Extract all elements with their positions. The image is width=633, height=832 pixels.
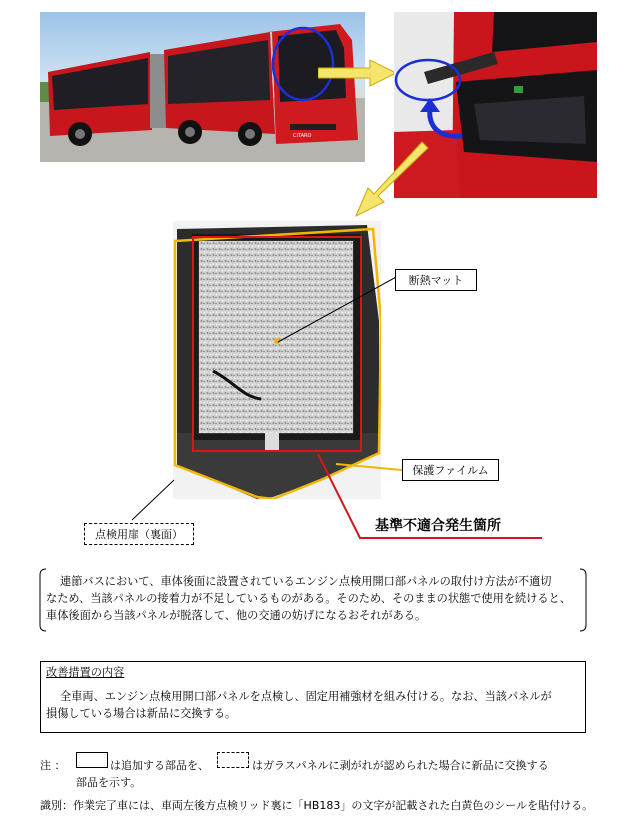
solid-legend-box	[76, 752, 108, 768]
leader-line-door	[128, 478, 178, 522]
dashed-legend-box	[217, 752, 249, 768]
insulation-mat-label: 断熱マット	[395, 269, 477, 291]
note-prefix: 注 ：	[40, 759, 66, 772]
remedy-title: 改善措置の内容	[46, 666, 125, 679]
description-line-2: なため、当該パネルの接着力が不足しているものがある。そのため、そのままの状態で使用を続けると、	[46, 592, 571, 605]
nonconformity-label: 基準不適合発生箇所	[375, 518, 501, 534]
arrow-right-icon	[318, 58, 398, 88]
bus-brand-text: CITARO	[293, 133, 312, 139]
identification-text: 識別：作業完了車には、車両左後方点検リッド裏に「HB183」の文字が記載された白黄色のシールを貼付ける。	[40, 799, 594, 812]
curved-arrow-icon	[418, 98, 468, 142]
remedy-line-1: 全車両、エンジン点検用開口部パネルを点検し、固定用補強材を組み付ける。なお、当該パネルが	[60, 690, 552, 703]
arrow-down-left-icon	[352, 138, 432, 220]
remedy-line-2: 損傷している場合は新品に交換する。	[46, 707, 237, 720]
protection-film-label: 保護ファイルム	[402, 459, 499, 481]
inspection-door-label: 点検用扉（裏面）	[84, 523, 194, 545]
description-line-1: 連節バスにおいて、車体後面に設置されているエンジン点検用開口部パネルの取付け方法が不適切	[60, 575, 552, 588]
note-text-a: は追加する部品を、	[110, 759, 209, 772]
note-line-2: 部品を示す。	[76, 776, 142, 789]
note-text-b: はガラスパネルに剥がれが認められた場合に新品に交換する	[252, 759, 549, 772]
description-line-3: 車体後面から当該パネルが脱落して、他の交通の妨げになるおそれがある。	[46, 609, 427, 622]
leader-line-insulation	[276, 270, 406, 346]
bus-photo	[40, 12, 365, 162]
bus-illustration	[40, 12, 365, 162]
